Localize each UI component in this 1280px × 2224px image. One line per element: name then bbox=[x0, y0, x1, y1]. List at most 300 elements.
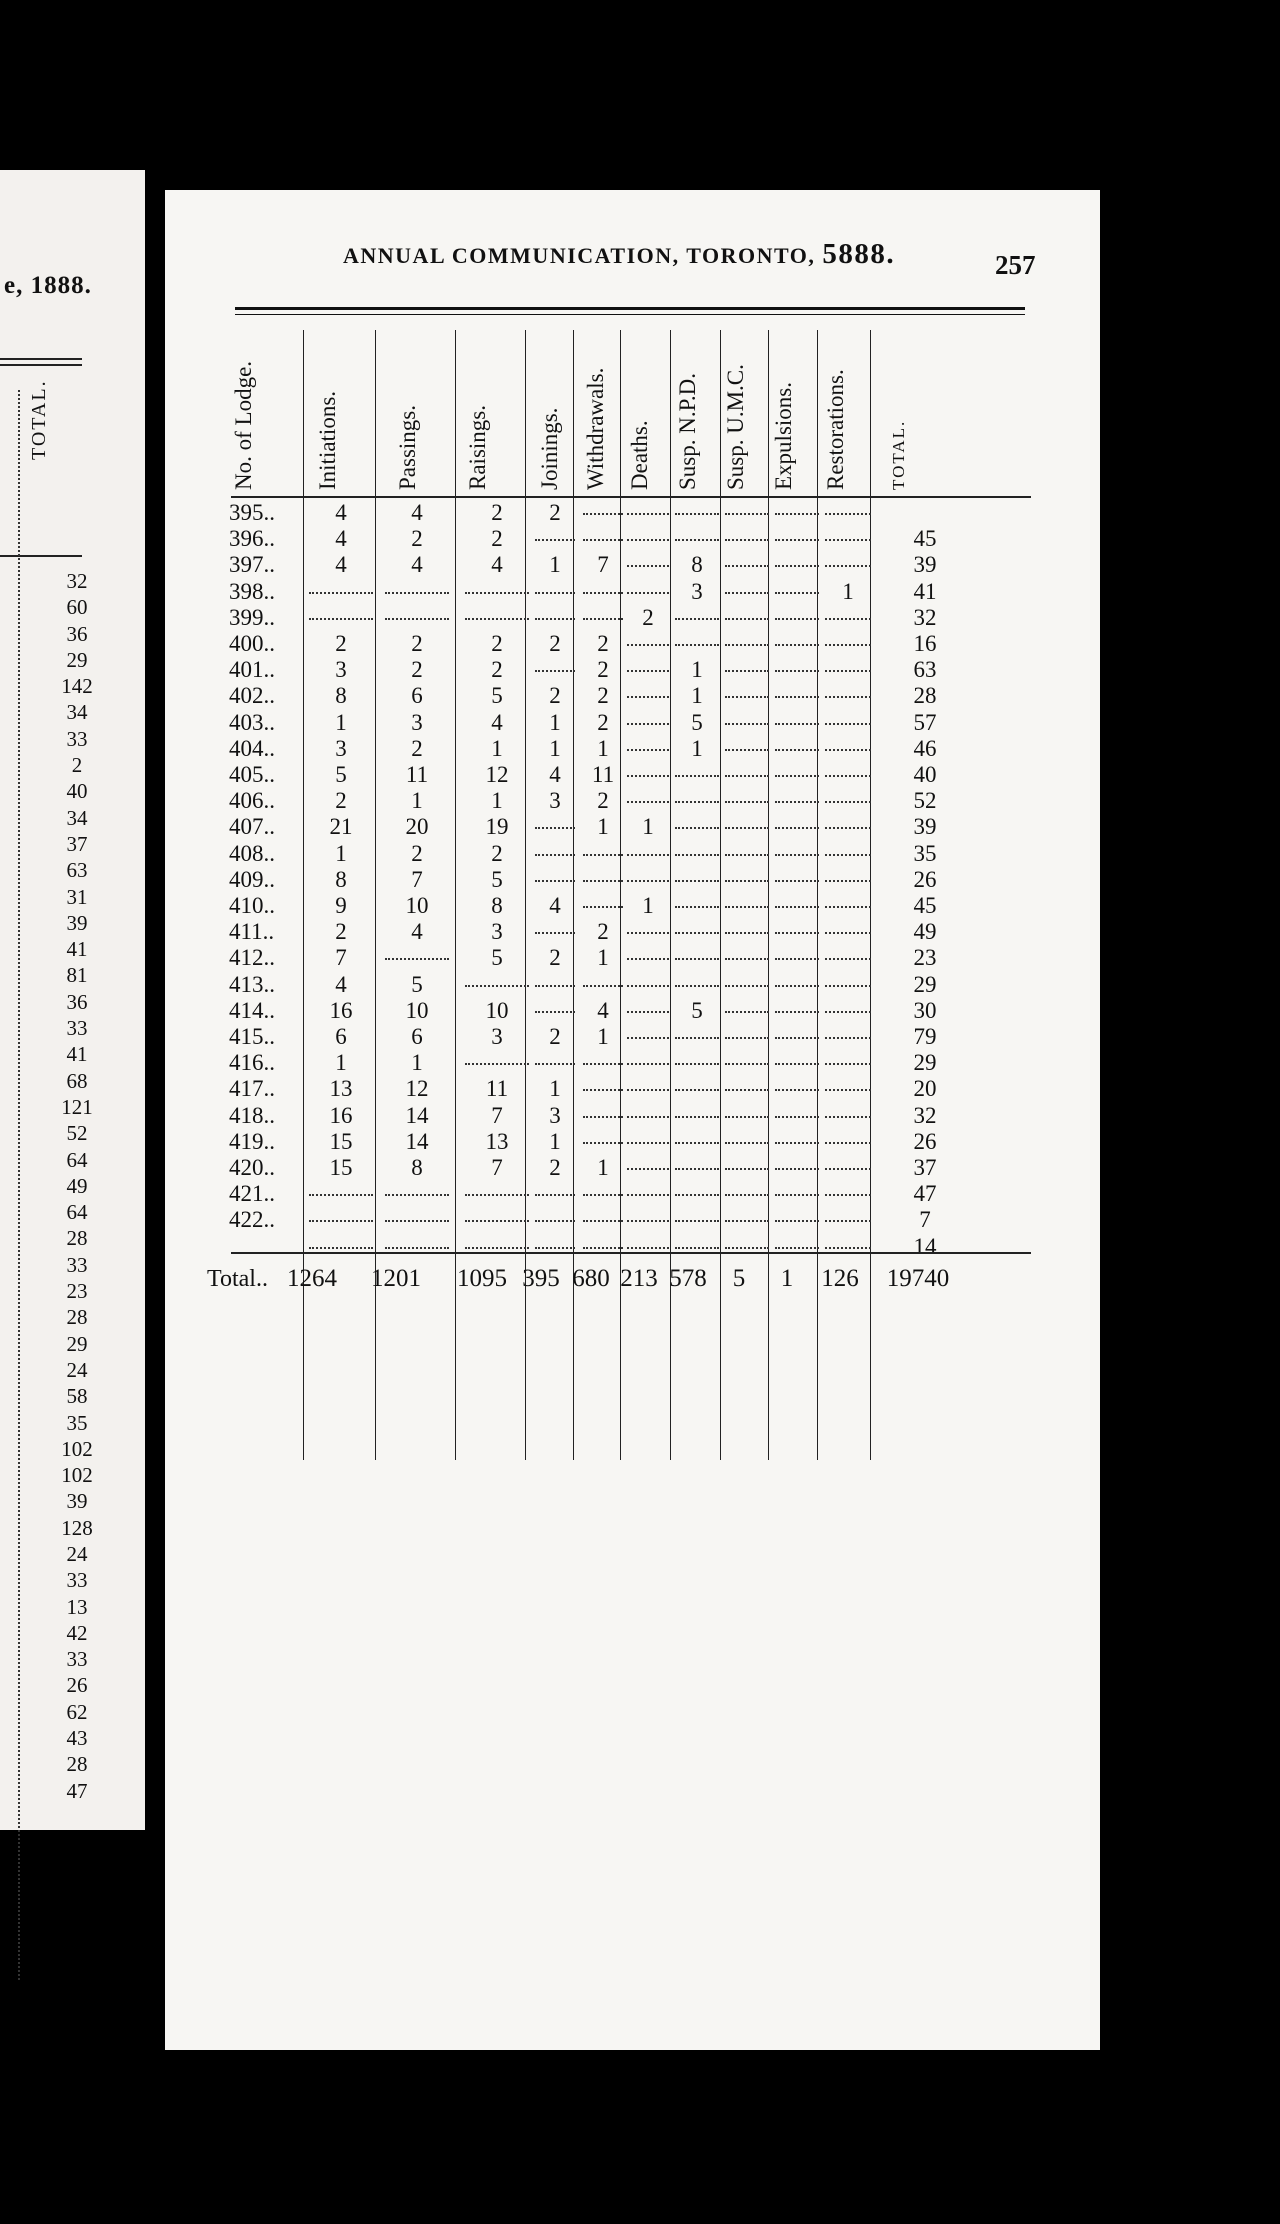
left-total-value: 142 bbox=[61, 674, 93, 699]
col-deaths-value bbox=[627, 579, 669, 605]
table-row bbox=[165, 1207, 1100, 1233]
left-total-value: 23 bbox=[66, 1279, 88, 1304]
col-total-value: 39 bbox=[913, 552, 937, 578]
col-joinings-value: 2 bbox=[549, 631, 561, 656]
col-susp-umc-value bbox=[725, 762, 769, 788]
dotted-leader bbox=[583, 500, 623, 515]
col-susp-npd-value bbox=[675, 814, 719, 840]
col-withdrawals-value: 4 bbox=[597, 997, 609, 1023]
col-restorations-value bbox=[825, 526, 871, 552]
dotted-leader bbox=[465, 1050, 529, 1065]
col-passings-value: 2 bbox=[411, 840, 423, 866]
left-total-value: 62 bbox=[66, 1699, 88, 1724]
col-joinings-value: 3 bbox=[549, 1102, 561, 1128]
dotted-leader bbox=[627, 1076, 669, 1091]
dotted-leader bbox=[583, 972, 623, 987]
dotted-leader bbox=[725, 893, 769, 908]
col-deaths-value bbox=[627, 788, 669, 814]
dotted-leader bbox=[627, 998, 669, 1013]
col-joinings-value bbox=[535, 1234, 575, 1260]
dotted-leader bbox=[627, 1207, 669, 1222]
dotted-leader bbox=[535, 867, 575, 882]
col-susp-umc-value bbox=[725, 1103, 769, 1129]
dotted-leader bbox=[725, 736, 769, 751]
dotted-leader bbox=[385, 579, 449, 594]
col-total-value: 29 bbox=[913, 1050, 937, 1076]
col-deaths-total: 213 bbox=[620, 1265, 658, 1292]
dotted-leader bbox=[583, 526, 623, 541]
col-susp-npd-value bbox=[675, 1103, 719, 1129]
lodge-number: 402.. bbox=[229, 683, 275, 709]
col-susp-umc-value bbox=[725, 579, 769, 605]
col-passings-value: 4 bbox=[411, 552, 423, 578]
col-passings-header: Passings. bbox=[395, 405, 420, 490]
previous-page-fragment bbox=[0, 170, 145, 1830]
dotted-leader bbox=[535, 1207, 575, 1222]
col-withdrawals-value bbox=[583, 500, 623, 526]
col-susp-umc-value bbox=[725, 1129, 769, 1155]
col-total-value: 57 bbox=[913, 709, 937, 735]
dotted-leader bbox=[725, 972, 769, 987]
col-restorations-value bbox=[825, 552, 871, 578]
col-passings-total: 1201 bbox=[371, 1265, 421, 1292]
dotted-leader bbox=[825, 788, 871, 803]
col-joinings-value bbox=[535, 998, 575, 1024]
col-raisings-value: 5 bbox=[491, 945, 503, 971]
col-total-total: 19740 bbox=[886, 1265, 950, 1292]
col-expulsions-value bbox=[775, 919, 819, 945]
col-total-value: 14 bbox=[913, 1233, 937, 1259]
col-passings-value: 4 bbox=[411, 500, 423, 525]
col-susp-umc-value bbox=[725, 972, 769, 998]
dotted-leader bbox=[627, 1103, 669, 1118]
dotted-leader bbox=[309, 579, 373, 594]
col-passings-value: 10 bbox=[405, 893, 429, 918]
lodge-number: 408.. bbox=[229, 840, 275, 866]
col-susp-umc-value bbox=[725, 998, 769, 1024]
col-raisings-value: 2 bbox=[491, 840, 503, 866]
dotted-leader bbox=[775, 1050, 819, 1065]
col-restorations-value bbox=[825, 762, 871, 788]
col-withdrawals-value bbox=[583, 1103, 623, 1129]
left-total-value: 52 bbox=[66, 1121, 88, 1146]
col-susp-npd-value bbox=[675, 893, 719, 919]
left-total-value: 49 bbox=[66, 1173, 88, 1198]
col-expulsions-value bbox=[775, 1129, 819, 1155]
dotted-leader bbox=[825, 1155, 871, 1170]
col-initiations-value: 1 bbox=[335, 709, 347, 735]
col-restorations-value bbox=[825, 631, 871, 657]
table-row bbox=[165, 710, 1100, 736]
col-susp-npd-value: 3 bbox=[691, 578, 703, 604]
col-withdrawals-value bbox=[583, 1076, 623, 1102]
dotted-leader bbox=[583, 1234, 623, 1249]
col-joinings-value bbox=[535, 867, 575, 893]
lodge-number: 421.. bbox=[229, 1181, 275, 1207]
left-total-value: 64 bbox=[66, 1147, 88, 1172]
col-susp-npd-value bbox=[675, 605, 719, 631]
left-total-value: 33 bbox=[66, 1252, 88, 1277]
col-joinings-value bbox=[535, 919, 575, 945]
dotted-leader bbox=[627, 841, 669, 856]
col-susp-npd-value bbox=[675, 788, 719, 814]
col-susp-umc-value bbox=[725, 1024, 769, 1050]
lodge-number: 415.. bbox=[229, 1024, 275, 1049]
col-initiations-value: 16 bbox=[329, 997, 353, 1023]
col-raisings-value: 4 bbox=[491, 552, 503, 578]
col-expulsions-value bbox=[775, 1155, 819, 1181]
col-susp-umc-value bbox=[725, 631, 769, 657]
col-total-value: 16 bbox=[913, 631, 937, 656]
dotted-leader bbox=[385, 1207, 449, 1222]
dotted-leader bbox=[825, 657, 871, 672]
col-restorations-header: Restorations. bbox=[823, 369, 848, 490]
col-initiations-value: 4 bbox=[335, 552, 347, 578]
col-total-value: 26 bbox=[913, 866, 937, 892]
col-restorations-value bbox=[825, 1103, 871, 1129]
table-row bbox=[165, 1076, 1100, 1102]
col-expulsions-value bbox=[775, 1234, 819, 1260]
col-passings-value: 6 bbox=[411, 683, 423, 709]
col-raisings-value: 13 bbox=[485, 1128, 509, 1154]
col-passings-value: 14 bbox=[405, 1128, 429, 1154]
col-raisings-header: Raisings. bbox=[465, 405, 490, 490]
lodge-number: 420.. bbox=[229, 1155, 275, 1180]
col-passings-value: 3 bbox=[411, 709, 423, 735]
left-total-value: 29 bbox=[66, 647, 88, 672]
left-total-value: 28 bbox=[66, 1752, 88, 1777]
col-total-value bbox=[885, 500, 965, 526]
col-restorations-value bbox=[825, 710, 871, 736]
col-joinings-value bbox=[535, 1050, 575, 1076]
left-total-value: 35 bbox=[66, 1410, 88, 1435]
col-expulsions-value bbox=[775, 552, 819, 578]
col-restorations-value bbox=[825, 500, 871, 526]
col-passings-value bbox=[385, 1234, 449, 1260]
dotted-leader bbox=[825, 1234, 871, 1249]
col-initiations-value: 15 bbox=[329, 1155, 353, 1180]
col-expulsions-value bbox=[775, 1050, 819, 1076]
dotted-leader bbox=[465, 1181, 529, 1196]
col-lodge-header: No. of Lodge. bbox=[231, 360, 256, 490]
dotted-leader bbox=[535, 605, 575, 620]
col-susp-umc-value bbox=[725, 1076, 769, 1102]
left-total-value: 102 bbox=[61, 1463, 93, 1488]
col-raisings-value bbox=[465, 1050, 529, 1076]
col-passings-value: 8 bbox=[411, 1155, 423, 1180]
col-initiations-value: 8 bbox=[335, 866, 347, 892]
left-total-value: 33 bbox=[66, 1568, 88, 1593]
dotted-leader bbox=[775, 1207, 819, 1222]
dotted-leader bbox=[627, 972, 669, 987]
col-raisings-value bbox=[465, 579, 529, 605]
left-total-value: 128 bbox=[61, 1515, 93, 1540]
col-restorations-value bbox=[825, 893, 871, 919]
dotted-leader bbox=[825, 552, 871, 567]
col-total-value: 49 bbox=[913, 919, 937, 945]
col-susp-umc-value bbox=[725, 945, 769, 971]
col-withdrawals-value bbox=[583, 1050, 623, 1076]
col-total-value: 40 bbox=[913, 762, 937, 787]
col-withdrawals-value bbox=[583, 605, 623, 631]
col-withdrawals-value: 1 bbox=[597, 735, 609, 761]
col-joinings-value bbox=[535, 814, 575, 840]
col-expulsions-value bbox=[775, 841, 819, 867]
col-raisings-value: 1 bbox=[491, 788, 503, 814]
col-raisings-value: 10 bbox=[485, 997, 509, 1023]
dotted-leader bbox=[385, 1181, 449, 1196]
table-row bbox=[165, 552, 1100, 578]
col-deaths-value bbox=[627, 552, 669, 578]
left-total-value: 28 bbox=[66, 1305, 88, 1330]
col-initiations-total: 1264 bbox=[287, 1265, 337, 1292]
col-expulsions-value bbox=[775, 788, 819, 814]
col-susp-npd-value: 8 bbox=[691, 552, 703, 578]
col-deaths-value bbox=[627, 1024, 669, 1050]
table-row bbox=[165, 1155, 1100, 1181]
col-passings-value bbox=[385, 1181, 449, 1207]
col-deaths-value bbox=[627, 1181, 669, 1207]
dotted-leader bbox=[825, 945, 871, 960]
dotted-leader bbox=[627, 1024, 669, 1039]
dotted-leader bbox=[725, 1050, 769, 1065]
col-total-value: 7 bbox=[919, 1207, 931, 1233]
dotted-leader bbox=[725, 1155, 769, 1170]
col-passings-value bbox=[385, 945, 449, 971]
dotted-leader bbox=[675, 1076, 719, 1091]
col-joinings-value: 2 bbox=[549, 1024, 561, 1049]
col-joinings-value: 1 bbox=[549, 552, 561, 578]
col-withdrawals-value: 11 bbox=[591, 762, 615, 787]
col-susp-umc-value bbox=[725, 605, 769, 631]
header-bottom-rule bbox=[231, 496, 1031, 498]
lodge-number: 400.. bbox=[229, 631, 275, 656]
dotted-leader bbox=[675, 762, 719, 777]
left-total-value: 47 bbox=[66, 1778, 88, 1803]
dotted-leader bbox=[775, 683, 819, 698]
col-raisings-value: 2 bbox=[491, 526, 503, 552]
col-withdrawals-value: 1 bbox=[597, 1155, 609, 1180]
col-initiations-value: 3 bbox=[335, 657, 347, 683]
dotted-leader bbox=[675, 500, 719, 515]
dotted-leader bbox=[725, 683, 769, 698]
col-susp-npd-value bbox=[675, 945, 719, 971]
lodge-number: 419.. bbox=[229, 1128, 275, 1154]
col-withdrawals-value bbox=[583, 1207, 623, 1233]
col-raisings-value: 5 bbox=[491, 683, 503, 709]
col-withdrawals-value: 2 bbox=[597, 788, 609, 814]
col-joinings-value: 2 bbox=[549, 683, 561, 709]
col-passings-value: 2 bbox=[411, 657, 423, 683]
col-susp-npd-value bbox=[675, 1155, 719, 1181]
left-total-value: 34 bbox=[66, 805, 88, 830]
col-initiations-value bbox=[309, 1207, 373, 1233]
col-initiations-value bbox=[309, 1181, 373, 1207]
col-susp-umc-value bbox=[725, 710, 769, 736]
dotted-leader bbox=[465, 605, 529, 620]
left-total-value: 24 bbox=[66, 1357, 88, 1382]
col-susp-umc-value bbox=[725, 657, 769, 683]
dotted-leader bbox=[627, 710, 669, 725]
left-total-value: 64 bbox=[66, 1200, 88, 1225]
dotted-leader bbox=[775, 841, 819, 856]
col-expulsions-value bbox=[775, 972, 819, 998]
col-raisings-total: 1095 bbox=[457, 1265, 507, 1292]
col-susp-npd-value bbox=[675, 1024, 719, 1050]
dotted-leader bbox=[535, 1181, 575, 1196]
dotted-leader bbox=[675, 1207, 719, 1222]
col-joinings-header: Joinings. bbox=[537, 407, 562, 490]
col-total-value: 23 bbox=[913, 945, 937, 971]
dotted-leader bbox=[775, 788, 819, 803]
col-initiations-value bbox=[309, 579, 373, 605]
dotted-leader bbox=[675, 526, 719, 541]
col-withdrawals-value: 2 bbox=[597, 709, 609, 735]
col-deaths-value bbox=[627, 945, 669, 971]
col-withdrawals-value bbox=[583, 1234, 623, 1260]
left-total-value: 42 bbox=[66, 1620, 88, 1645]
totals-row bbox=[165, 1262, 1100, 1296]
col-susp-npd-value bbox=[675, 1129, 719, 1155]
col-susp-umc-value bbox=[725, 814, 769, 840]
dotted-leader bbox=[825, 919, 871, 934]
col-withdrawals-value bbox=[583, 893, 623, 919]
col-joinings-value bbox=[535, 526, 575, 552]
table-row bbox=[165, 867, 1100, 893]
left-total-value: 33 bbox=[66, 1016, 88, 1041]
col-susp-npd-value bbox=[675, 762, 719, 788]
dotted-leader bbox=[775, 867, 819, 882]
dotted-leader bbox=[627, 579, 669, 594]
table-row bbox=[165, 1103, 1100, 1129]
col-deaths-value bbox=[627, 867, 669, 893]
col-total-value: 20 bbox=[913, 1076, 937, 1102]
dotted-leader bbox=[775, 736, 819, 751]
dotted-leader bbox=[825, 605, 871, 620]
left-total-value: 39 bbox=[66, 910, 88, 935]
table-row bbox=[165, 1181, 1100, 1207]
dotted-leader bbox=[583, 867, 623, 882]
col-total-value: 45 bbox=[913, 526, 937, 552]
col-susp-umc-header: Susp. U.M.C. bbox=[723, 364, 748, 490]
col-susp-npd-value: 1 bbox=[691, 735, 703, 761]
col-susp-npd-value bbox=[675, 1050, 719, 1076]
col-withdrawals-value: 1 bbox=[597, 1024, 609, 1049]
dotted-leader bbox=[535, 919, 575, 934]
col-initiations-value: 3 bbox=[335, 735, 347, 761]
col-expulsions-value bbox=[775, 1207, 819, 1233]
dotted-leader bbox=[535, 814, 575, 829]
left-total-value: 29 bbox=[66, 1331, 88, 1356]
col-joinings-value: 4 bbox=[549, 762, 561, 787]
dotted-leader bbox=[583, 1129, 623, 1144]
col-expulsions-value bbox=[775, 736, 819, 762]
col-susp-umc-value bbox=[725, 919, 769, 945]
col-expulsions-value bbox=[775, 657, 819, 683]
col-expulsions-value bbox=[775, 605, 819, 631]
dotted-leader bbox=[725, 1181, 769, 1196]
dotted-leader bbox=[385, 605, 449, 620]
dotted-leader bbox=[583, 605, 623, 620]
col-raisings-value: 5 bbox=[491, 866, 503, 892]
dotted-leader bbox=[825, 998, 871, 1013]
col-susp-npd-value: 5 bbox=[691, 997, 703, 1023]
dotted-leader bbox=[675, 631, 719, 646]
col-passings-value: 7 bbox=[411, 866, 423, 892]
col-deaths-value: 1 bbox=[642, 814, 654, 840]
left-total-value: 33 bbox=[66, 726, 88, 751]
col-restorations-value bbox=[825, 1234, 871, 1260]
col-joinings-value: 1 bbox=[549, 709, 561, 735]
left-total-value: 31 bbox=[66, 884, 88, 909]
dotted-leader bbox=[627, 683, 669, 698]
col-raisings-value: 3 bbox=[491, 919, 503, 945]
col-initiations-value: 6 bbox=[335, 1024, 347, 1049]
col-raisings-value bbox=[465, 1234, 529, 1260]
col-raisings-value: 19 bbox=[485, 814, 509, 840]
col-deaths-value bbox=[627, 1050, 669, 1076]
left-page-header: e, 1888. bbox=[4, 272, 92, 299]
lodge-number: 412.. bbox=[229, 945, 275, 971]
dotted-leader bbox=[725, 762, 769, 777]
col-restorations-value bbox=[825, 1181, 871, 1207]
col-susp-npd-value bbox=[675, 972, 719, 998]
col-withdrawals-value bbox=[583, 1129, 623, 1155]
col-total-value: 79 bbox=[913, 1024, 937, 1049]
col-passings-value: 2 bbox=[411, 631, 423, 656]
dotted-leader bbox=[725, 867, 769, 882]
col-susp-npd-value: 1 bbox=[691, 683, 703, 709]
dotted-leader bbox=[675, 1129, 719, 1144]
col-susp-umc-value bbox=[725, 1050, 769, 1076]
col-withdrawals-value bbox=[583, 972, 623, 998]
col-susp-npd-value: 5 bbox=[691, 709, 703, 735]
col-susp-umc-value bbox=[725, 552, 769, 578]
dotted-leader bbox=[627, 919, 669, 934]
col-withdrawals-value: 2 bbox=[597, 631, 609, 656]
dotted-leader bbox=[465, 1234, 529, 1249]
left-total-value: 39 bbox=[66, 1489, 88, 1514]
col-deaths-value bbox=[627, 710, 669, 736]
dotted-leader bbox=[775, 1129, 819, 1144]
col-deaths-value: 1 bbox=[642, 893, 654, 918]
col-initiations-value bbox=[309, 605, 373, 631]
col-deaths-value bbox=[627, 500, 669, 526]
col-initiations-value: 9 bbox=[335, 893, 347, 918]
dotted-leader bbox=[675, 972, 719, 987]
dotted-leader bbox=[675, 1103, 719, 1118]
col-susp-umc-value bbox=[725, 1234, 769, 1260]
lodge-number: 396.. bbox=[229, 526, 275, 552]
col-joinings-value bbox=[535, 972, 575, 998]
table-row bbox=[165, 736, 1100, 762]
col-deaths-value bbox=[627, 919, 669, 945]
col-susp-npd-value bbox=[675, 500, 719, 526]
left-totals-column bbox=[52, 568, 102, 1804]
dotted-leader bbox=[775, 972, 819, 987]
col-susp-npd-value bbox=[675, 1234, 719, 1260]
col-passings-value: 2 bbox=[411, 526, 423, 552]
left-total-value: 36 bbox=[66, 989, 88, 1014]
col-restorations-value bbox=[825, 1129, 871, 1155]
table-row bbox=[165, 893, 1100, 919]
left-total-value: 40 bbox=[66, 779, 88, 804]
dotted-leader bbox=[825, 526, 871, 541]
col-deaths-value bbox=[627, 762, 669, 788]
dotted-leader bbox=[535, 972, 575, 987]
col-restorations-total: 126 bbox=[821, 1265, 859, 1292]
dotted-leader bbox=[627, 1129, 669, 1144]
